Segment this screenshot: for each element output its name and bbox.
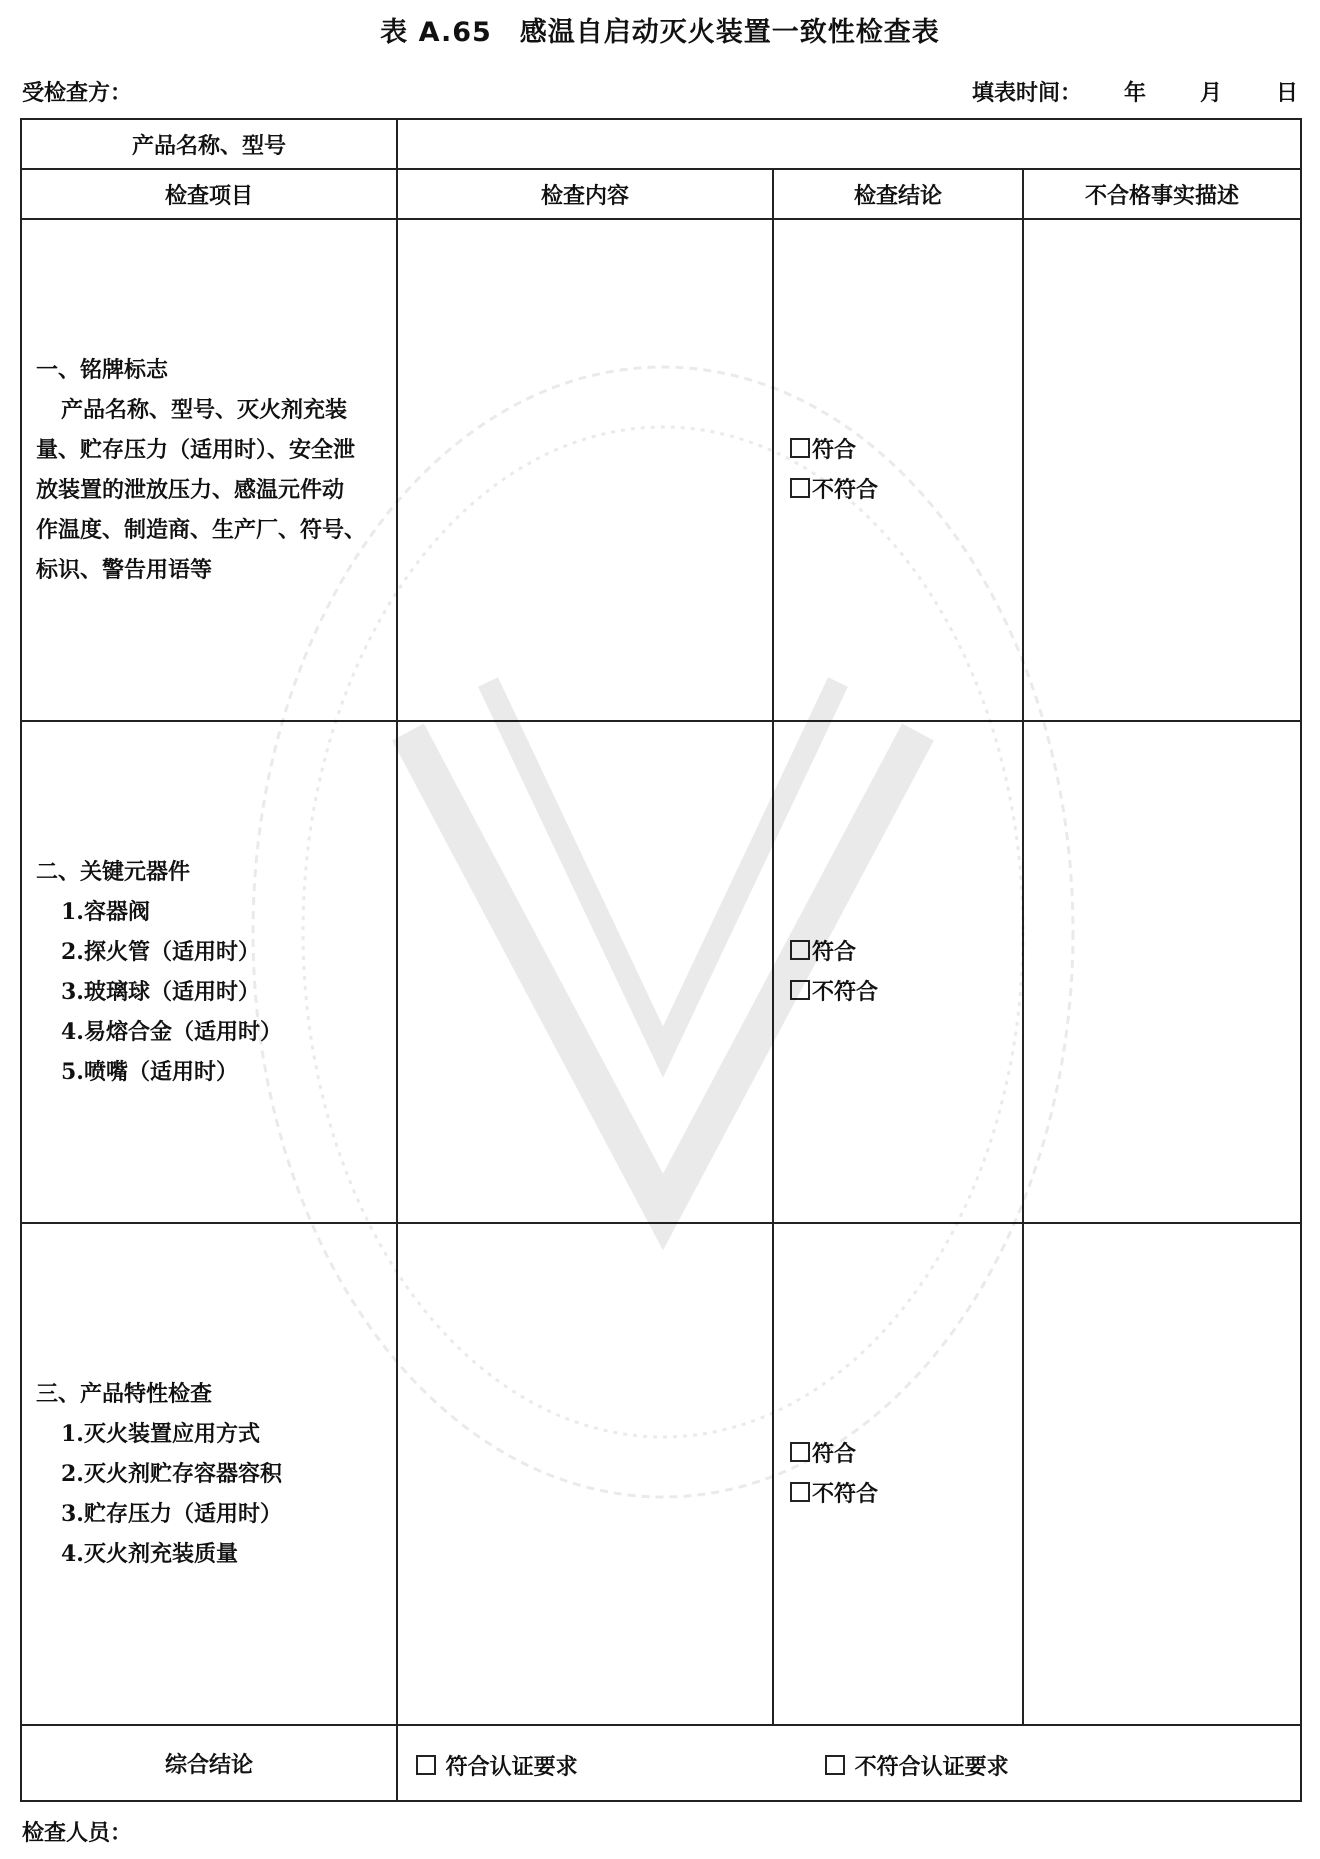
checkbox-icon[interactable] bbox=[790, 438, 810, 458]
column-header-row bbox=[21, 169, 1301, 219]
conform-option[interactable] bbox=[790, 932, 1022, 972]
fill-date bbox=[972, 76, 1298, 107]
checkbox-icon[interactable] bbox=[790, 478, 810, 498]
check-content-cell[interactable] bbox=[397, 219, 773, 721]
nonconform-label: 不符合 bbox=[812, 1481, 879, 1507]
section-line: 4.易熔合金（适用时） bbox=[61, 1019, 282, 1045]
inspection-table bbox=[20, 118, 1302, 1802]
conform-option[interactable] bbox=[790, 1434, 1022, 1474]
check-conclusion-cell bbox=[773, 1223, 1023, 1725]
summary-nonconform-label: 不符合认证要求 bbox=[854, 1754, 1009, 1780]
nonconform-label: 不符合 bbox=[812, 979, 879, 1005]
nonconformity-description-cell[interactable] bbox=[1023, 219, 1301, 721]
summary-conform-option[interactable] bbox=[416, 1750, 578, 1781]
section-line: 1.容器阀 bbox=[61, 899, 150, 925]
summary-conform-label: 符合认证要求 bbox=[445, 1754, 578, 1780]
nonconformity-description-cell[interactable] bbox=[1023, 721, 1301, 1223]
summary-label: 综合结论 bbox=[21, 1725, 397, 1801]
check-content-cell[interactable] bbox=[397, 721, 773, 1223]
checkbox-icon[interactable] bbox=[790, 940, 810, 960]
product-name-label: 产品名称、型号 bbox=[21, 119, 397, 169]
section-line: 2.灭火剂贮存容器容积 bbox=[61, 1461, 282, 1487]
month-label: 月 bbox=[1199, 80, 1222, 106]
section-line: 4.灭火剂充装质量 bbox=[61, 1541, 238, 1567]
check-item-cell bbox=[21, 1223, 397, 1725]
check-conclusion-cell bbox=[773, 721, 1023, 1223]
checkbox-icon[interactable] bbox=[790, 980, 810, 1000]
checkbox-icon[interactable] bbox=[790, 1442, 810, 1462]
section-heading: 三、产品特性检查 bbox=[36, 1381, 213, 1407]
section-line: 产品名称、型号、灭火剂充装 bbox=[61, 397, 348, 423]
summary-options bbox=[397, 1725, 1301, 1801]
section-row-nameplate bbox=[21, 219, 1301, 721]
nonconformity-description-cell[interactable] bbox=[1023, 1223, 1301, 1725]
nonconform-option[interactable] bbox=[790, 1474, 1022, 1514]
section-line: 3.玻璃球（适用时） bbox=[61, 979, 260, 1005]
nonconform-option[interactable] bbox=[790, 972, 1022, 1012]
section-line: 放装置的泄放压力、感温元件动 bbox=[36, 477, 345, 503]
checkbox-icon[interactable] bbox=[825, 1755, 845, 1775]
conform-label: 符合 bbox=[812, 1441, 857, 1467]
section-line: 3.贮存压力（适用时） bbox=[61, 1501, 282, 1527]
column-header: 检查结论 bbox=[773, 169, 1023, 219]
section-line: 作温度、制造商、生产厂、符号、 bbox=[36, 517, 367, 543]
checkbox-icon[interactable] bbox=[416, 1755, 436, 1775]
day-label: 日 bbox=[1275, 80, 1298, 106]
section-heading: 二、关键元器件 bbox=[36, 859, 191, 885]
section-line: 5.喷嘴（适用时） bbox=[61, 1059, 238, 1085]
section-line: 2.探火管（适用时） bbox=[61, 939, 260, 965]
column-header: 不合格事实描述 bbox=[1023, 169, 1301, 219]
check-conclusion-cell bbox=[773, 219, 1023, 721]
checkbox-icon[interactable] bbox=[790, 1482, 810, 1502]
product-name-field[interactable] bbox=[397, 119, 1301, 169]
summary-row bbox=[21, 1725, 1301, 1801]
section-heading: 一、铭牌标志 bbox=[36, 357, 169, 383]
section-row-key-components bbox=[21, 721, 1301, 1223]
check-item-cell bbox=[21, 219, 397, 721]
year-label: 年 bbox=[1123, 80, 1146, 106]
check-item-cell bbox=[21, 721, 397, 1223]
product-name-row bbox=[21, 119, 1301, 169]
column-header: 检查项目 bbox=[21, 169, 397, 219]
column-header: 检查内容 bbox=[397, 169, 773, 219]
conform-label: 符合 bbox=[812, 939, 857, 965]
fill-date-label: 填表时间： bbox=[971, 80, 1082, 106]
section-line: 量、贮存压力（适用时）、安全泄 bbox=[36, 437, 356, 463]
nonconform-label: 不符合 bbox=[812, 477, 879, 503]
summary-nonconform-option[interactable] bbox=[825, 1750, 1009, 1781]
nonconform-option[interactable] bbox=[790, 470, 1022, 510]
section-line: 1.灭火装置应用方式 bbox=[61, 1421, 260, 1447]
inspected-party-label: 受检查方： bbox=[22, 80, 133, 106]
inspector-label: 检查人员： bbox=[22, 1820, 133, 1846]
section-row-product-characteristics bbox=[21, 1223, 1301, 1725]
check-content-cell[interactable] bbox=[397, 1223, 773, 1725]
conform-label: 符合 bbox=[812, 437, 857, 463]
conform-option[interactable] bbox=[790, 430, 1022, 470]
document-title: 表 A.65 感温自启动灭火装置一致性检查表 bbox=[380, 17, 940, 48]
section-line: 标识、警告用语等 bbox=[36, 557, 213, 583]
